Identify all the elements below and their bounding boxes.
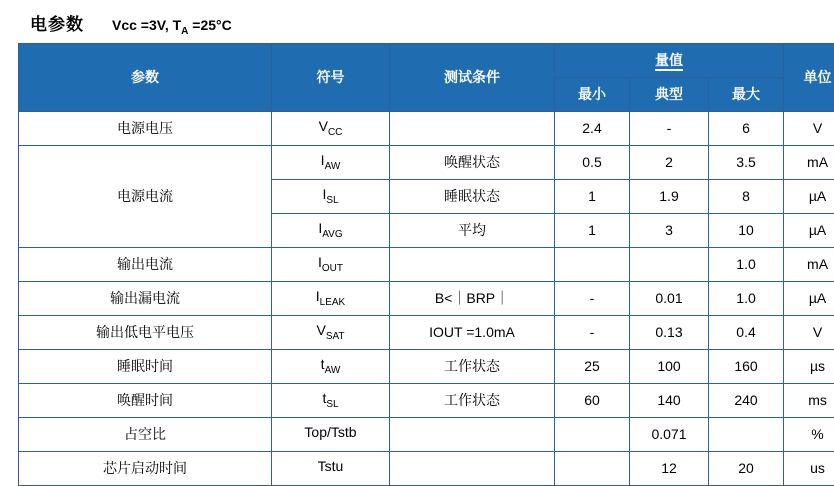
table-row (19, 315, 834, 349)
symbol-sub: SL (326, 399, 338, 410)
table-row (19, 451, 834, 485)
cell-max: 6 (709, 111, 784, 145)
table-header-row-top (19, 43, 834, 77)
cell-max: 10 (709, 213, 784, 247)
cell-condition (390, 111, 555, 145)
symbol-main: t (321, 356, 325, 372)
cell-max: 0.4 (709, 315, 784, 349)
cell-max: 1.0 (709, 281, 784, 315)
cell-typ: 100 (630, 349, 709, 383)
cell-unit: V (784, 315, 834, 349)
symbol-sub: OUT (322, 263, 343, 274)
table-row (19, 349, 834, 383)
cell-param: 输出漏电流 (19, 281, 272, 315)
cell-symbol (272, 417, 390, 451)
table-row (19, 417, 834, 451)
cell-min: 25 (555, 349, 630, 383)
cell-symbol (272, 247, 390, 281)
cell-max: 160 (709, 349, 784, 383)
cell-min: 2.4 (555, 111, 630, 145)
symbol-main: V (316, 322, 325, 338)
subtitle-prefix: Vcc =3V, T (112, 17, 181, 33)
cell-unit: µA (784, 281, 834, 315)
cell-min (555, 417, 630, 451)
symbol-main: V (319, 118, 328, 134)
cell-typ: 1.9 (630, 179, 709, 213)
table-row (19, 383, 834, 417)
cell-symbol (272, 281, 390, 315)
col-header-unit: 单位 (784, 43, 834, 111)
subtitle-suffix: =25°C (188, 17, 231, 33)
cell-param: 输出电流 (19, 247, 272, 281)
cell-symbol (272, 315, 390, 349)
symbol-sub: AW (325, 365, 341, 376)
table-row (19, 111, 834, 145)
cell-symbol (272, 213, 390, 247)
symbol-main: I (316, 288, 320, 304)
cell-unit: % (784, 417, 834, 451)
col-header-max: 最大 (709, 77, 784, 111)
cell-condition: IOUT =1.0mA (390, 315, 555, 349)
cell-condition: 睡眠状态 (390, 179, 555, 213)
symbol-main: I (321, 152, 325, 168)
cell-condition: 工作状态 (390, 349, 555, 383)
cell-min: - (555, 281, 630, 315)
cell-unit: us (784, 451, 834, 485)
cell-typ: 2 (630, 145, 709, 179)
col-header-min: 最小 (555, 77, 630, 111)
cell-typ: 140 (630, 383, 709, 417)
col-header-value-group (555, 43, 784, 77)
symbol-sub: SAT (326, 331, 345, 342)
test-conditions-label (112, 17, 232, 37)
cell-min: 1 (555, 179, 630, 213)
symbol-main: t (322, 390, 326, 406)
table-body (19, 111, 834, 485)
cell-symbol (272, 383, 390, 417)
cell-symbol (272, 145, 390, 179)
cell-param: 输出低电平电压 (19, 315, 272, 349)
title-row (0, 0, 834, 43)
cell-typ: 12 (630, 451, 709, 485)
electrical-parameters-table (18, 43, 834, 486)
cell-max (709, 417, 784, 451)
cell-typ: 0.13 (630, 315, 709, 349)
symbol-sub: CC (328, 127, 342, 138)
cell-max: 20 (709, 451, 784, 485)
cell-param: 电源电压 (19, 111, 272, 145)
value-group-label: 量值 (655, 52, 683, 71)
symbol-sub: AVG (322, 229, 342, 240)
cell-param: 睡眠时间 (19, 349, 272, 383)
cell-symbol (272, 349, 390, 383)
cell-unit: mA (784, 247, 834, 281)
symbol-sub: SL (326, 195, 338, 206)
cell-param: 芯片启动时间 (19, 451, 272, 485)
cell-unit: mA (784, 145, 834, 179)
cell-typ: - (630, 111, 709, 145)
table-header (19, 43, 834, 111)
cell-unit: µA (784, 179, 834, 213)
cell-typ: 0.01 (630, 281, 709, 315)
symbol-sub: AW (325, 161, 341, 172)
cell-min: - (555, 315, 630, 349)
cell-param: 唤醒时间 (19, 383, 272, 417)
cell-symbol (272, 451, 390, 485)
cell-unit: µs (784, 349, 834, 383)
symbol-main: I (318, 220, 322, 236)
cell-min (555, 451, 630, 485)
cell-typ: 3 (630, 213, 709, 247)
table-row (19, 281, 834, 315)
cell-condition (390, 247, 555, 281)
cell-min (555, 247, 630, 281)
cell-unit: V (784, 111, 834, 145)
symbol-main: Top/Tstb (304, 424, 356, 440)
cell-min: 60 (555, 383, 630, 417)
cell-min: 0.5 (555, 145, 630, 179)
symbol-sub: LEAK (320, 297, 346, 308)
cell-condition (390, 417, 555, 451)
col-header-condition: 测试条件 (390, 43, 555, 111)
cell-condition: 唤醒状态 (390, 145, 555, 179)
cell-unit: ms (784, 383, 834, 417)
cell-symbol (272, 179, 390, 213)
symbol-main: I (318, 254, 322, 270)
table-row (19, 145, 834, 179)
cell-condition: 工作状态 (390, 383, 555, 417)
cell-max: 240 (709, 383, 784, 417)
col-header-param: 参数 (19, 43, 272, 111)
symbol-main: Tstu (318, 458, 344, 474)
cell-symbol (272, 111, 390, 145)
cell-max: 3.5 (709, 145, 784, 179)
cell-max: 1.0 (709, 247, 784, 281)
cell-typ (630, 247, 709, 281)
cell-param: 电源电流 (19, 145, 272, 247)
subtitle-subscript: A (181, 26, 188, 37)
cell-max: 8 (709, 179, 784, 213)
cell-condition: 平均 (390, 213, 555, 247)
cell-condition: B<｜BRP｜ (390, 281, 555, 315)
cell-param: 占空比 (19, 417, 272, 451)
col-header-typ: 典型 (630, 77, 709, 111)
cell-min: 1 (555, 213, 630, 247)
cell-typ: 0.071 (630, 417, 709, 451)
cell-unit: µA (784, 213, 834, 247)
col-header-symbol: 符号 (272, 43, 390, 111)
table-row (19, 247, 834, 281)
cell-condition (390, 451, 555, 485)
page-title: 电参数 (30, 10, 84, 35)
symbol-main: I (322, 186, 326, 202)
